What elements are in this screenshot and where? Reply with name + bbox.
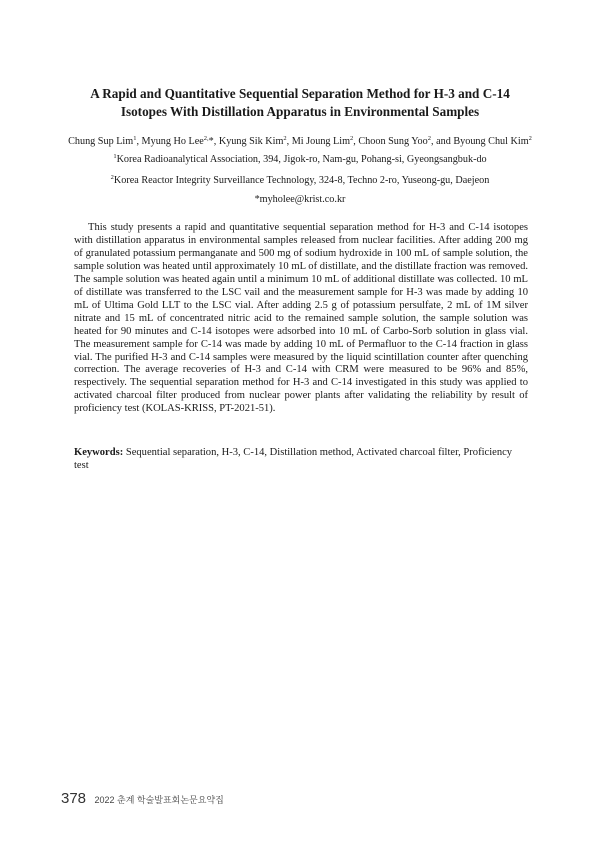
- affiliation-2: $^2$Korea Reactor Integrity Surveillance Technology, 324-8, Techno 2-ro, Yuseong-gu, Daejeon: [110, 174, 490, 186]
- title-line-2: Isotopes With Distillation Apparatus in Environmental Samples: [120, 104, 480, 119]
- author: Chung Sup Lim$^1$,: [68, 135, 142, 147]
- affiliation-1: $^1$Korea Radioanalytical Association, 394, Jigok-ro, Nam-gu, Pohang-si, Gyeongsangbuk-do: [113, 153, 487, 165]
- paper-title: [60, 85, 540, 121]
- page-footer: [61, 790, 224, 808]
- keywords-label: Keywords:: [74, 447, 124, 458]
- author: Kyung Sik Kim$^2$,: [218, 135, 292, 147]
- author: Byoung Chul Kim$^2$: [453, 135, 532, 147]
- corresponding-email[interactable]: *myholee@krist.co.kr: [254, 194, 346, 205]
- page-number: 378: [61, 790, 87, 807]
- proceedings-name: 2022 춘계 학술발표회논문요약집: [94, 795, 224, 805]
- abstract-body: This study presents a rapid and quantitative sequential separation method for H-3 and C-14 isotopes with distillation apparatus in environmental samples released from nuclear facilities. After adding 200 mg of granulated potassium permanganate and 500 mg of sodium hydroxide in 100 mL of sample solution, the sample solution was heated until approximately 10 mL of distillate, and the distillate fraction was removed. The sample solution was heated again until a minimum 10 mL of additional distillate was collected. 10 mL of distillate was transferred to the LSC vail and the measurement sample for H-3 was made by adding 10 mL of Ultima Gold LLT to the LSC vial. After adding 2.5 g of potassium persulfate, 2 mL of 1M silver nitrate and 15 mL of concentrated nitric acid to the remained sample solution, the sample solution was heated for 90 minutes and C-14 isotopes were adsorbed into 10 mL of Carbo-Sorb solution in glass vial. The measurement sample for C-14 was made by adding 10 mL of Permafluor to the C-14 fraction in glass vial. The purified H-3 and C-14 samples were measured by the liquid scintillation counter after quenching correction. The average recoveries of H-3 and C-14 with CRM were measured to be 96% and 85%, respectively. The sequential separation method for H-3 and C-14 investigated in this study was applied to activated charcoal filter produced from nuclear power plants after validating the reliability by result of proficiency test (KOLAS-KRISS, PT-2021-51).: [74, 222, 528, 415]
- author-list: [40, 135, 560, 149]
- author: Choon Sung Yoo$^2$, and: [358, 135, 454, 147]
- keywords: [74, 446, 528, 472]
- title-line-1: A Rapid and Quantitative Sequential Separation Method for H-3 and C-14: [90, 86, 510, 101]
- keywords-text: Sequential separation, H-3, C-14, Distillation method, Activated charcoal filter, Proficiency test: [74, 447, 513, 471]
- author: Mi Joung Lim$^2$,: [291, 135, 359, 147]
- author: Myung Ho Lee$^{2,}$*,: [141, 135, 219, 147]
